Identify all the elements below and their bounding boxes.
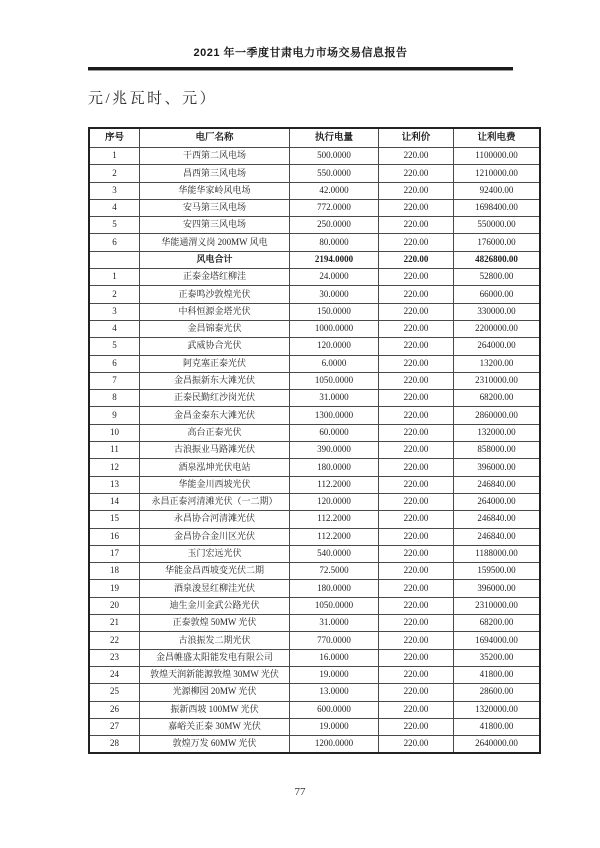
cell-executed-volume: 2194.0000 xyxy=(290,251,379,268)
cell-concession-fee: 35200.00 xyxy=(454,649,541,666)
cell-serial-number: 5 xyxy=(89,217,140,234)
cell-plant-name: 风电合计 xyxy=(140,251,290,268)
cell-plant-name: 玉门宏远光伏 xyxy=(140,545,290,562)
cell-concession-fee: 246840.00 xyxy=(454,528,541,545)
table-header-row xyxy=(89,128,540,148)
cell-concession-fee: 396000.00 xyxy=(454,459,541,476)
cell-concession-fee: 1188000.00 xyxy=(454,545,541,562)
cell-concession-fee: 246840.00 xyxy=(454,511,541,528)
cell-concession-price: 220.00 xyxy=(379,424,454,441)
cell-serial-number: 6 xyxy=(89,355,140,372)
cell-concession-fee: 246840.00 xyxy=(454,476,541,493)
table-row xyxy=(89,493,540,510)
cell-concession-price: 220.00 xyxy=(379,251,454,268)
cell-concession-price: 220.00 xyxy=(379,286,454,303)
cell-plant-name: 振新西坡 100MW 光伏 xyxy=(140,701,290,718)
table-row xyxy=(89,736,540,754)
cell-executed-volume: 24.0000 xyxy=(290,269,379,286)
cell-concession-fee: 68200.00 xyxy=(454,390,541,407)
cell-concession-price: 220.00 xyxy=(379,320,454,337)
cell-serial-number: 1 xyxy=(89,269,140,286)
table-row xyxy=(89,459,540,476)
cell-concession-price: 220.00 xyxy=(379,493,454,510)
cell-concession-fee: 1694000.00 xyxy=(454,632,541,649)
table-row xyxy=(89,597,540,614)
cell-plant-name: 金昌帷盛太阳能发电有限公司 xyxy=(140,649,290,666)
table-row xyxy=(89,442,540,459)
cell-concession-fee: 1210000.00 xyxy=(454,165,541,182)
cell-executed-volume: 772.0000 xyxy=(290,199,379,216)
cell-concession-price: 220.00 xyxy=(379,390,454,407)
cell-plant-name: 金昌金泰东大滩光伏 xyxy=(140,407,290,424)
cell-executed-volume: 540.0000 xyxy=(290,545,379,562)
table-row xyxy=(89,511,540,528)
table-row xyxy=(89,545,540,562)
table-row xyxy=(89,355,540,372)
cell-executed-volume: 30.0000 xyxy=(290,286,379,303)
cell-concession-fee: 66000.00 xyxy=(454,286,541,303)
cell-concession-price: 220.00 xyxy=(379,459,454,476)
cell-plant-name: 安马第三风电场 xyxy=(140,199,290,216)
header-rule xyxy=(88,67,513,71)
cell-plant-name: 金昌振新东大滩光伏 xyxy=(140,372,290,389)
cell-serial-number: 6 xyxy=(89,234,140,251)
cell-concession-price: 220.00 xyxy=(379,338,454,355)
column-header-serial-number: 序号 xyxy=(89,128,140,148)
table-row xyxy=(89,701,540,718)
cell-concession-fee: 159500.00 xyxy=(454,563,541,580)
table-row xyxy=(89,424,540,441)
cell-plant-name: 昌西第三风电场 xyxy=(140,165,290,182)
cell-serial-number: 13 xyxy=(89,476,140,493)
cell-concession-price: 220.00 xyxy=(379,684,454,701)
cell-concession-price: 220.00 xyxy=(379,511,454,528)
report-title: 2021 年一季度甘肃电力市场交易信息报告 xyxy=(193,47,408,59)
table-row xyxy=(89,528,540,545)
cell-concession-fee: 264000.00 xyxy=(454,338,541,355)
table-row xyxy=(89,632,540,649)
cell-executed-volume: 31.0000 xyxy=(290,615,379,632)
cell-executed-volume: 250.0000 xyxy=(290,217,379,234)
cell-executed-volume: 1300.0000 xyxy=(290,407,379,424)
cell-concession-fee: 2640000.00 xyxy=(454,736,541,754)
cell-plant-name: 酒泉泓坤光伏电站 xyxy=(140,459,290,476)
cell-serial-number: 11 xyxy=(89,442,140,459)
cell-serial-number: 26 xyxy=(89,701,140,718)
cell-executed-volume: 180.0000 xyxy=(290,459,379,476)
cell-concession-fee: 41800.00 xyxy=(454,718,541,735)
running-header xyxy=(88,44,513,71)
column-header-plant-name: 电厂名称 xyxy=(140,128,290,148)
cell-plant-name: 正泰金塔红柳洼 xyxy=(140,269,290,286)
table-row xyxy=(89,476,540,493)
cell-concession-price: 220.00 xyxy=(379,372,454,389)
cell-plant-name: 敦煌万发 60MW 光伏 xyxy=(140,736,290,754)
table-row xyxy=(89,666,540,683)
cell-executed-volume: 1200.0000 xyxy=(290,736,379,754)
cell-serial-number: 23 xyxy=(89,649,140,666)
cell-concession-fee: 1320000.00 xyxy=(454,701,541,718)
cell-serial-number: 15 xyxy=(89,511,140,528)
cell-concession-price: 220.00 xyxy=(379,632,454,649)
cell-plant-name: 华能金川西坡光伏 xyxy=(140,476,290,493)
cell-serial-number: 2 xyxy=(89,165,140,182)
cell-concession-price: 220.00 xyxy=(379,442,454,459)
cell-serial-number: 28 xyxy=(89,736,140,754)
cell-serial-number: 21 xyxy=(89,615,140,632)
cell-executed-volume: 500.0000 xyxy=(290,148,379,165)
table-row xyxy=(89,234,540,251)
cell-concession-fee: 2200000.00 xyxy=(454,320,541,337)
cell-plant-name: 古浪振发二期光伏 xyxy=(140,632,290,649)
cell-concession-fee: 330000.00 xyxy=(454,303,541,320)
cell-concession-fee: 41800.00 xyxy=(454,666,541,683)
cell-executed-volume: 180.0000 xyxy=(290,580,379,597)
cell-plant-name: 金昌协合金川区光伏 xyxy=(140,528,290,545)
cell-executed-volume: 6.0000 xyxy=(290,355,379,372)
cell-concession-price: 220.00 xyxy=(379,563,454,580)
cell-concession-price: 220.00 xyxy=(379,597,454,614)
cell-concession-fee: 2860000.00 xyxy=(454,407,541,424)
cell-plant-name: 嘉峪关正泰 30MW 光伏 xyxy=(140,718,290,735)
cell-concession-fee: 132000.00 xyxy=(454,424,541,441)
cell-plant-name: 武威协合光伏 xyxy=(140,338,290,355)
cell-concession-price: 220.00 xyxy=(379,234,454,251)
cell-concession-price: 220.00 xyxy=(379,476,454,493)
cell-serial-number: 3 xyxy=(89,182,140,199)
cell-concession-price: 220.00 xyxy=(379,303,454,320)
cell-executed-volume: 42.0000 xyxy=(290,182,379,199)
cell-plant-name: 永昌正泰河清滩光伏（一二期） xyxy=(140,493,290,510)
cell-serial-number: 10 xyxy=(89,424,140,441)
cell-serial-number xyxy=(89,251,140,268)
cell-concession-price: 220.00 xyxy=(379,148,454,165)
table-row xyxy=(89,217,540,234)
cell-serial-number: 1 xyxy=(89,148,140,165)
cell-executed-volume: 60.0000 xyxy=(290,424,379,441)
cell-concession-price: 220.00 xyxy=(379,269,454,286)
cell-plant-name: 光源柳园 20MW 光伏 xyxy=(140,684,290,701)
cell-plant-name: 正泰鸣沙敦煌光伏 xyxy=(140,286,290,303)
cell-executed-volume: 112.2000 xyxy=(290,476,379,493)
table-row xyxy=(89,182,540,199)
cell-executed-volume: 550.0000 xyxy=(290,165,379,182)
table-row xyxy=(89,199,540,216)
cell-serial-number: 17 xyxy=(89,545,140,562)
cell-serial-number: 20 xyxy=(89,597,140,614)
cell-concession-price: 220.00 xyxy=(379,666,454,683)
cell-plant-name: 酒泉浚昱红柳洼光伏 xyxy=(140,580,290,597)
cell-concession-price: 220.00 xyxy=(379,580,454,597)
cell-serial-number: 9 xyxy=(89,407,140,424)
table-row xyxy=(89,718,540,735)
cell-concession-fee: 264000.00 xyxy=(454,493,541,510)
table-row xyxy=(89,649,540,666)
cell-executed-volume: 1000.0000 xyxy=(290,320,379,337)
cell-concession-price: 220.00 xyxy=(379,615,454,632)
cell-serial-number: 27 xyxy=(89,718,140,735)
cell-concession-price: 220.00 xyxy=(379,199,454,216)
cell-plant-name: 敦煌天润新能源敦煌 30MW 光伏 xyxy=(140,666,290,683)
cell-concession-fee: 550000.00 xyxy=(454,217,541,234)
cell-executed-volume: 16.0000 xyxy=(290,649,379,666)
cell-plant-name: 永昌协合河清滩光伏 xyxy=(140,511,290,528)
cell-plant-name: 正泰民勤红沙岗光伏 xyxy=(140,390,290,407)
unit-note: 元/兆瓦时、元） xyxy=(88,91,218,107)
cell-executed-volume: 80.0000 xyxy=(290,234,379,251)
table-row xyxy=(89,615,540,632)
cell-serial-number: 12 xyxy=(89,459,140,476)
cell-concession-price: 220.00 xyxy=(379,407,454,424)
cell-concession-price: 220.00 xyxy=(379,165,454,182)
cell-serial-number: 25 xyxy=(89,684,140,701)
cell-concession-price: 220.00 xyxy=(379,217,454,234)
cell-executed-volume: 31.0000 xyxy=(290,390,379,407)
cell-concession-price: 220.00 xyxy=(379,182,454,199)
cell-executed-volume: 13.0000 xyxy=(290,684,379,701)
cell-concession-fee: 28600.00 xyxy=(454,684,541,701)
cell-concession-fee: 176000.00 xyxy=(454,234,541,251)
cell-executed-volume: 600.0000 xyxy=(290,701,379,718)
table-row xyxy=(89,338,540,355)
cell-serial-number: 2 xyxy=(89,286,140,303)
cell-concession-price: 220.00 xyxy=(379,528,454,545)
cell-executed-volume: 112.2000 xyxy=(290,511,379,528)
cell-serial-number: 16 xyxy=(89,528,140,545)
cell-concession-fee: 52800.00 xyxy=(454,269,541,286)
cell-serial-number: 7 xyxy=(89,372,140,389)
cell-serial-number: 3 xyxy=(89,303,140,320)
cell-plant-name: 华能通渭义岗 200MW 风电 xyxy=(140,234,290,251)
cell-plant-name: 迪生金川金武公路光伏 xyxy=(140,597,290,614)
table-row xyxy=(89,684,540,701)
cell-serial-number: 5 xyxy=(89,338,140,355)
table-row xyxy=(89,320,540,337)
cell-plant-name: 古浪振业马路滩光伏 xyxy=(140,442,290,459)
cell-plant-name: 金昌锦泰光伏 xyxy=(140,320,290,337)
cell-plant-name: 华能金昌西坡变光伏二期 xyxy=(140,563,290,580)
cell-executed-volume: 112.2000 xyxy=(290,528,379,545)
cell-plant-name: 中科恒源金塔光伏 xyxy=(140,303,290,320)
cell-concession-fee: 396000.00 xyxy=(454,580,541,597)
cell-executed-volume: 120.0000 xyxy=(290,493,379,510)
cell-plant-name: 高台正泰光伏 xyxy=(140,424,290,441)
table-row xyxy=(89,407,540,424)
cell-serial-number: 22 xyxy=(89,632,140,649)
table-row xyxy=(89,286,540,303)
cell-serial-number: 4 xyxy=(89,320,140,337)
cell-serial-number: 4 xyxy=(89,199,140,216)
cell-serial-number: 14 xyxy=(89,493,140,510)
cell-executed-volume: 1050.0000 xyxy=(290,372,379,389)
table-row xyxy=(89,148,540,165)
column-header-concession-price: 让利价 xyxy=(379,128,454,148)
table-row xyxy=(89,563,540,580)
cell-serial-number: 24 xyxy=(89,666,140,683)
cell-executed-volume: 1050.0000 xyxy=(290,597,379,614)
cell-concession-fee: 68200.00 xyxy=(454,615,541,632)
cell-plant-name: 正泰敦煌 50MW 光伏 xyxy=(140,615,290,632)
cell-concession-price: 220.00 xyxy=(379,701,454,718)
table-row xyxy=(89,580,540,597)
cell-concession-fee: 1100000.00 xyxy=(454,148,541,165)
cell-executed-volume: 150.0000 xyxy=(290,303,379,320)
cell-plant-name: 阿克塞正泰光伏 xyxy=(140,355,290,372)
cell-serial-number: 8 xyxy=(89,390,140,407)
cell-concession-price: 220.00 xyxy=(379,718,454,735)
cell-serial-number: 18 xyxy=(89,563,140,580)
cell-concession-fee: 2310000.00 xyxy=(454,372,541,389)
cell-executed-volume: 770.0000 xyxy=(290,632,379,649)
cell-executed-volume: 390.0000 xyxy=(290,442,379,459)
cell-concession-fee: 1698400.00 xyxy=(454,199,541,216)
table-row xyxy=(89,269,540,286)
column-header-concession-fee: 让利电费 xyxy=(454,128,541,148)
cell-concession-price: 220.00 xyxy=(379,545,454,562)
cell-concession-fee: 92400.00 xyxy=(454,182,541,199)
cell-executed-volume: 19.0000 xyxy=(290,718,379,735)
cell-concession-price: 220.00 xyxy=(379,355,454,372)
cell-concession-fee: 13200.00 xyxy=(454,355,541,372)
cell-executed-volume: 72.5000 xyxy=(290,563,379,580)
trading-table xyxy=(88,127,541,754)
page-number: 77 xyxy=(294,786,306,798)
cell-plant-name: 华能华家岭风电场 xyxy=(140,182,290,199)
table-row xyxy=(89,303,540,320)
cell-concession-fee: 4826800.00 xyxy=(454,251,541,268)
cell-concession-fee: 2310000.00 xyxy=(454,597,541,614)
cell-executed-volume: 120.0000 xyxy=(290,338,379,355)
table-row xyxy=(89,372,540,389)
cell-concession-price: 220.00 xyxy=(379,736,454,754)
cell-concession-price: 220.00 xyxy=(379,649,454,666)
cell-concession-fee: 858000.00 xyxy=(454,442,541,459)
table-row xyxy=(89,165,540,182)
cell-plant-name: 干西第二风电场 xyxy=(140,148,290,165)
subtotal-row xyxy=(89,251,540,268)
column-header-executed-volume: 执行电量 xyxy=(290,128,379,148)
table-row xyxy=(89,390,540,407)
cell-serial-number: 19 xyxy=(89,580,140,597)
cell-executed-volume: 19.0000 xyxy=(290,666,379,683)
cell-plant-name: 安四第三风电场 xyxy=(140,217,290,234)
